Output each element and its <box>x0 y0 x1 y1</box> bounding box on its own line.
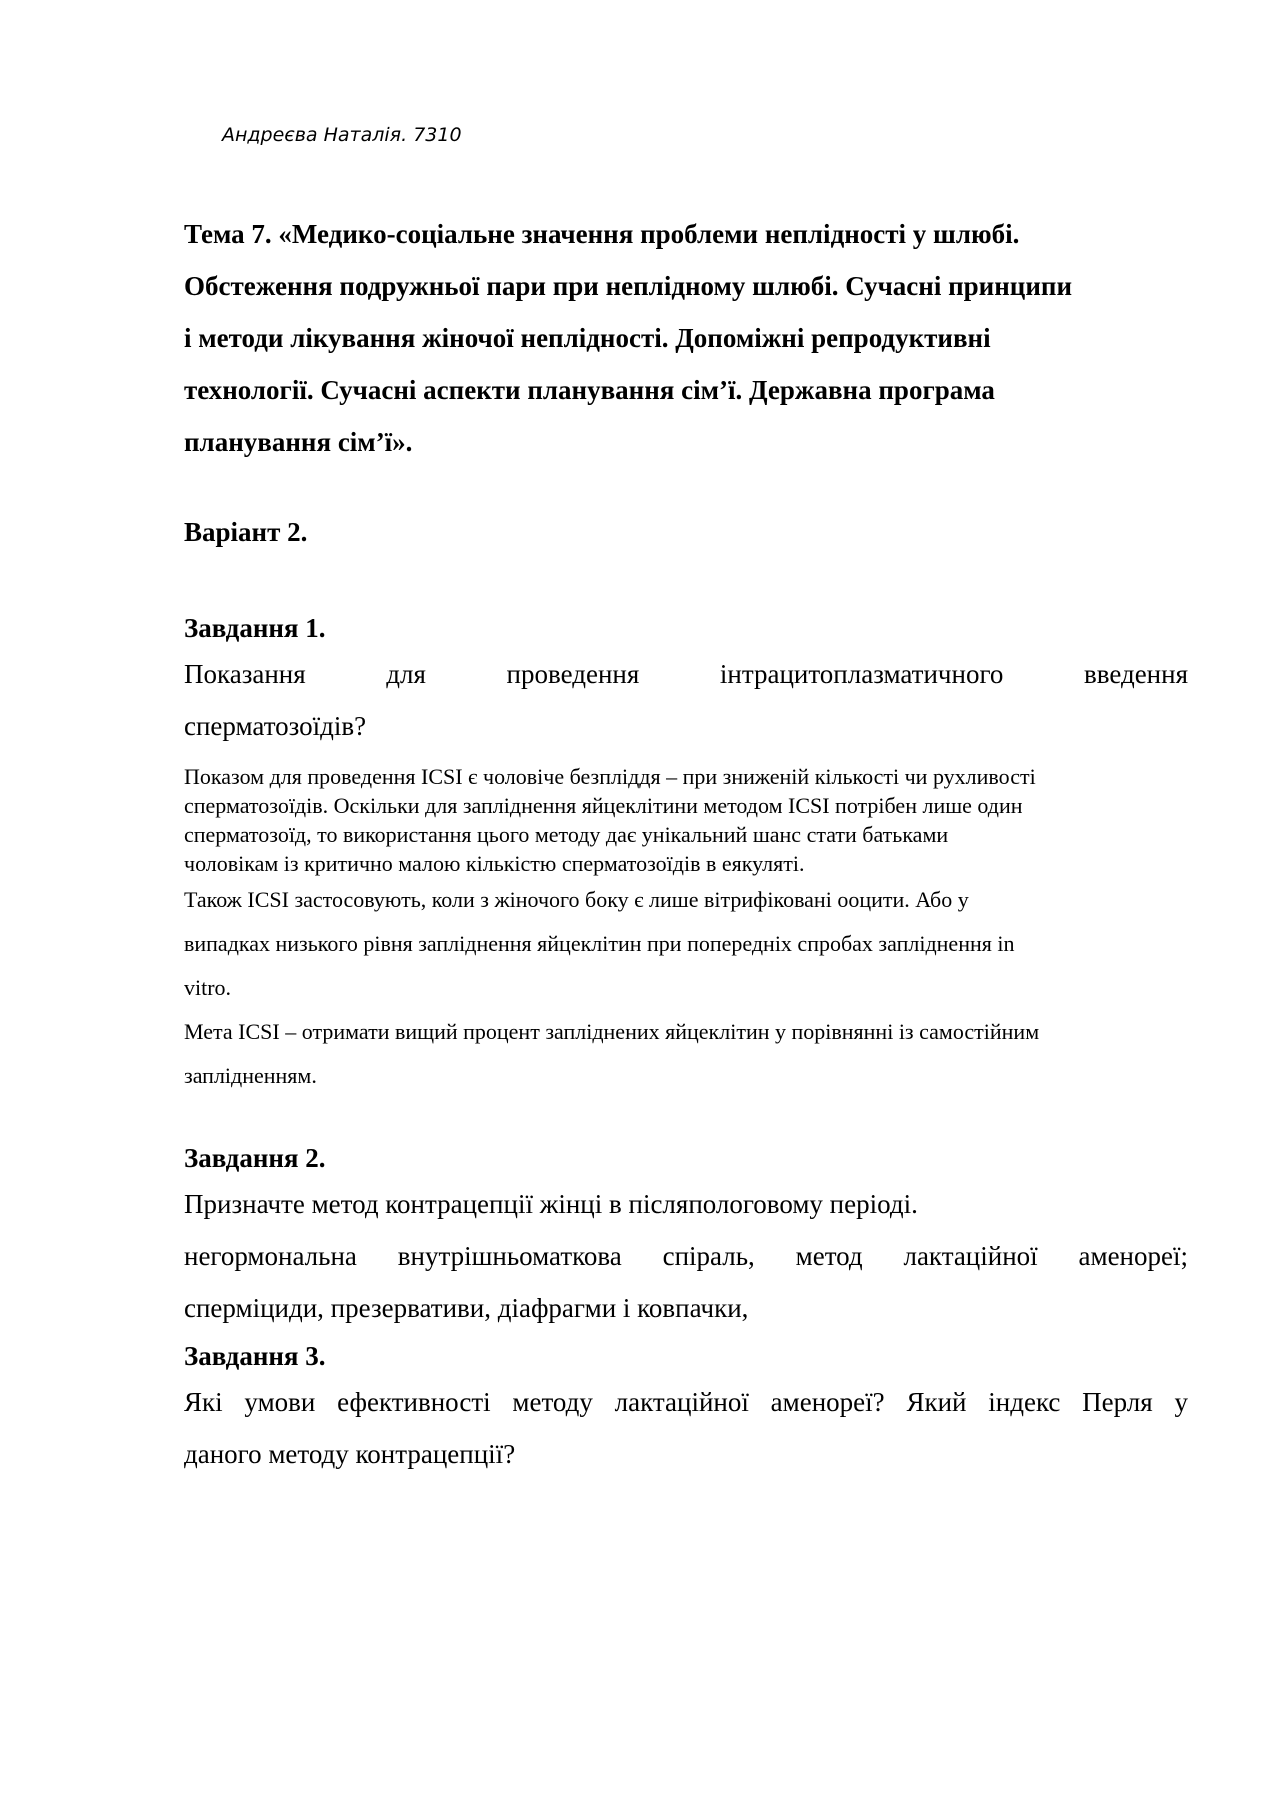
task1-answer-line: заплідненням. <box>184 1063 317 1088</box>
topic-line: і методи лікування жіночої неплідності. Допоміжні репродуктивні <box>184 323 991 353</box>
topic-line: Обстеження подружньої пари при неплідному шлюбі. Сучасні принципи <box>184 271 1072 301</box>
task2-answer <box>184 1230 1188 1334</box>
topic-line: технології. Сучасні аспекти планування сім’ї. Державна програма <box>184 375 995 405</box>
task3-question-line: Які умови ефективності методу лактаційної аменореї? Який індекс Перля у <box>184 1387 1188 1417</box>
task3-question-line: даного методу контрацепції? <box>184 1439 516 1469</box>
task1-answer-line: сперматозоїдів. Оскільки для запліднення яйцеклітини методом ICSI потрібен лише один <box>184 793 1023 818</box>
document-body <box>184 208 1188 1480</box>
task2-answer-line: негормональна внутрішньоматкова спіраль, метод лактаційної аменореї; <box>184 1241 1188 1271</box>
task3-heading: Завдання 3. <box>184 1341 326 1371</box>
task1-answer-line: чоловікам із критично малою кількістю сперматозоїдів в еякуляті. <box>184 851 805 876</box>
topic-line: Тема 7. «Медико-соціальне значення проблеми неплідності у шлюбі. <box>184 219 1020 249</box>
task2-heading: Завдання 2. <box>184 1143 326 1173</box>
task2-answer-line: сперміциди, презервативи, діафрагми і ковпачки, <box>184 1293 749 1323</box>
task1-answer-line: vitro. <box>184 975 232 1000</box>
task1-heading: Завдання 1. <box>184 613 326 643</box>
task1-answer-line: Мета ICSI – отримати вищий процент запліднених яйцеклітин у порівнянні із самостійним <box>184 1019 1040 1044</box>
task1-answer-line: випадках низького рівня запліднення яйцеклітин при попередніх спробах запліднення in <box>184 931 1015 956</box>
topic-line: планування сім’ї». <box>184 427 413 457</box>
task1-answer-continued <box>184 878 1188 1098</box>
variant-heading: Варіант 2. <box>184 517 308 547</box>
task3-question <box>184 1376 1188 1480</box>
task2-question: Призначте метод контрацепції жінці в післяпологовому періоді. <box>184 1189 918 1219</box>
task1-answer-paragraph <box>184 762 1188 878</box>
task1-answer-line: Також ICSI застосовують, коли з жіночого боку є лише вітрифіковані ооцити. Або у <box>184 887 969 912</box>
task1-answer-line: Показом для проведення ICSI є чоловіче безпліддя – при зниженій кількості чи рухливості <box>184 764 1036 789</box>
task1-question <box>184 648 1188 752</box>
task1-question-line: сперматозоїдів? <box>184 711 367 741</box>
task1-question-line: Показання для проведення інтрацитоплазматичного введення <box>184 659 1188 689</box>
author-line: Андреєва Наталія. 7310 <box>222 124 462 146</box>
topic-title <box>184 208 1188 468</box>
task1-answer-line: сперматозоїд, то використання цього методу дає унікальний шанс стати батьками <box>184 822 949 847</box>
